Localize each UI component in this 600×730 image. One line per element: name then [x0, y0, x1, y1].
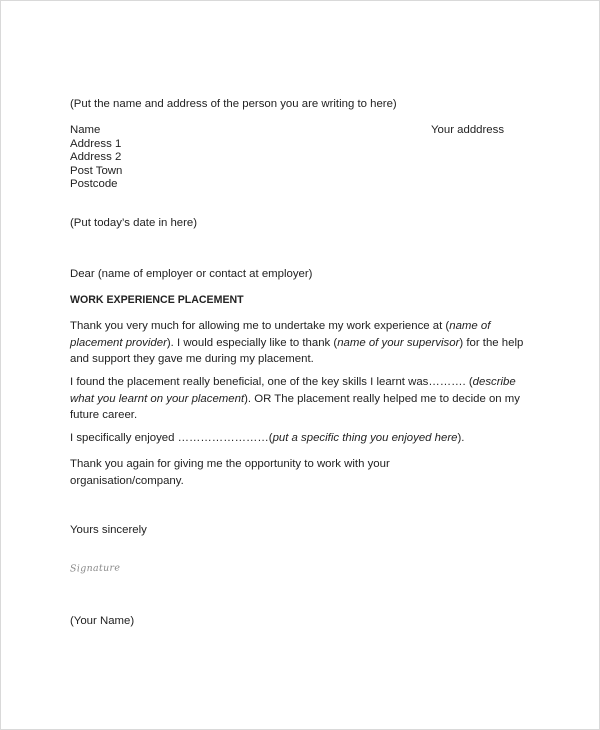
- recipient-address-1: Address 1: [70, 138, 122, 150]
- paragraph-benefit-text-1: I found the placement really beneficial, one of the key skills I learnt was………. (: [70, 376, 473, 388]
- supervisor-placeholder: name of your supervisor: [337, 336, 460, 349]
- paragraph-thanks: [70, 318, 530, 368]
- signature: Signature: [69, 562, 121, 575]
- learnt-placeholder: describe what you learnt on your placement: [70, 376, 516, 405]
- recipient-instruction: (Put the name and address of the person you are writing to here): [70, 98, 397, 110]
- recipient-postcode: Postcode: [70, 178, 118, 190]
- date-instruction: (Put today’s date in here): [70, 217, 198, 229]
- paragraph-benefit: [70, 374, 530, 424]
- sender-address-label: Your adddress: [431, 124, 505, 136]
- recipient-post-town: Post Town: [70, 165, 123, 177]
- recipient-name: Name: [70, 124, 101, 136]
- paragraph-thanks-text-2: ). I would especially like to thank (: [166, 336, 338, 349]
- paragraph-enjoyed-text-2: ).: [457, 432, 465, 444]
- closing: Yours sincerely: [70, 524, 147, 536]
- paragraph-enjoyed: [70, 432, 464, 446]
- your-name: (Your Name): [70, 615, 135, 627]
- salutation: Dear (name of employer or contact at employer): [70, 268, 313, 280]
- paragraph-thanks-text-1: Thank you very much for allowing me to undertake my work experience at (: [70, 320, 450, 332]
- paragraph-benefit-text-2: ). OR The placement really helped me to decide on my future career.: [70, 392, 520, 421]
- paragraph-thanks-again: Thank you again for giving me the opportunity to work with your organisation/company.: [70, 458, 390, 487]
- paragraph-thanks-text-3: ) for the help and support they gave me during my placement.: [70, 336, 524, 365]
- subject-heading: WORK EXPERIENCE PLACEMENT: [70, 294, 244, 306]
- paragraph-enjoyed-text-1: I specifically enjoyed ……………………(: [70, 432, 273, 444]
- recipient-address-2: Address 2: [70, 151, 122, 163]
- enjoyed-placeholder: put a specific thing you enjoyed here: [272, 432, 458, 444]
- placement-provider-placeholder: name of placement provider: [70, 320, 491, 349]
